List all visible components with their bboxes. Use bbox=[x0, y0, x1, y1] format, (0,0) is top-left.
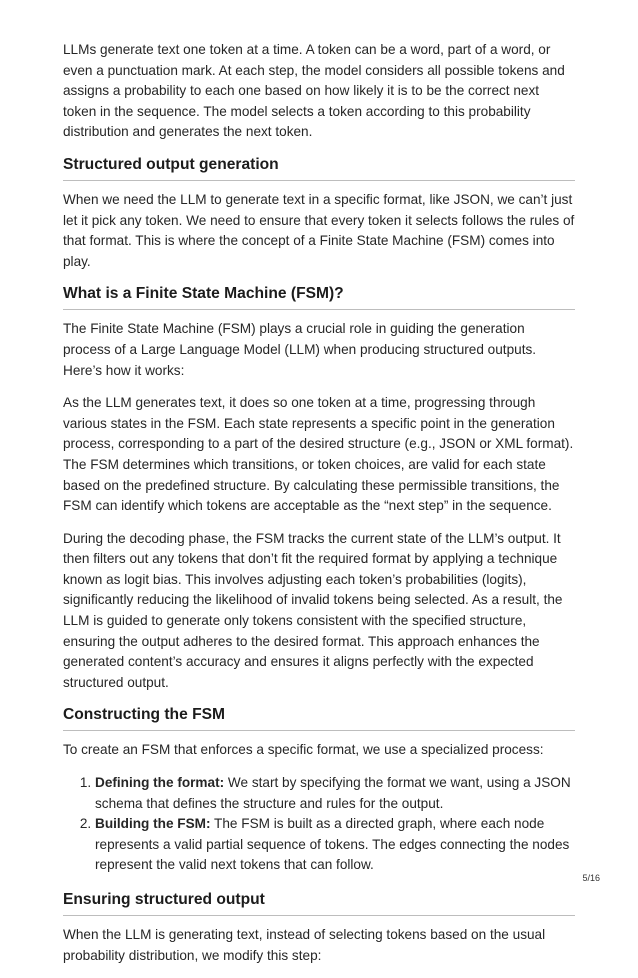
heading-fsm: What is a Finite State Machine (FSM)? bbox=[63, 284, 575, 310]
paragraph: When we need the LLM to generate text in a specific format, like JSON, we can’t just let it pick any token. We need to ensure that every token it selects follows the rules of that format. This is where the concept of a Finite State Machine (FSM) comes into play. bbox=[63, 191, 575, 269]
list-item-text: The FSM is built as a directed graph, where each node represents a valid partial sequence of tokens. The edges connecting the nodes represent the valid next tokens that can follow. bbox=[95, 816, 570, 873]
intro-paragraph: LLMs generate text one token at a time. A token can be a word, part of a word, or even a punctuation mark. At each step, the model considers all possible tokens and assigns a probability to each one based on how likely it is to be the correct next token in the sequence. The model selects a token according to this probability distribution and generates the next token. bbox=[63, 42, 565, 140]
list-item bbox=[95, 773, 575, 814]
heading-structured-output: Structured output generation bbox=[63, 155, 575, 181]
paragraph: The Finite State Machine (FSM) plays a crucial role in guiding the generation process of a Large Language Model (LLM) when producing structured outputs. Here’s how it works: bbox=[63, 321, 537, 378]
heading-constructing-fsm: Constructing the FSM bbox=[63, 705, 575, 731]
list-item bbox=[95, 814, 575, 876]
paragraph: When the LLM is generating text, instead of selecting tokens based on the usual probability distribution, we modify this step: bbox=[63, 927, 546, 963]
paragraph: To create an FSM that enforces a specific format, we use a specialized process: bbox=[63, 742, 544, 758]
heading-ensuring-output: Ensuring structured output bbox=[63, 890, 575, 916]
list-item-term: Building the FSM: bbox=[95, 816, 211, 832]
paragraph: During the decoding phase, the FSM tracks the current state of the LLM’s output. It then filters out any tokens that don’t fit the required format by applying a technique known as logit bias. This involves adjusting each token’s probabilities (logits), significantly reducing the likelihood of invalid tokens being selected. As a result, the LLM is guided to generate only tokens consistent with the specified structure, ensuring the output adheres to the desired format. This approach enhances the generated content’s accuracy and ensures it aligns perfectly with the expected structured output. bbox=[63, 530, 563, 690]
numbered-list bbox=[63, 773, 575, 876]
page-number: 5/16 bbox=[582, 873, 600, 883]
list-item-text: We start by specifying the format we want, using a JSON schema that defines the structure and rules for the output. bbox=[95, 775, 571, 811]
list-item-term: Defining the format: bbox=[95, 775, 225, 791]
document-page bbox=[63, 40, 575, 978]
paragraph: As the LLM generates text, it does so one token at a time, progressing through various states in the FSM. Each state represents a specific point in the generation process, corresponding to a part of the desired structure (e.g., JSON or XML format). The FSM determines which transitions, or token choices, are valid for each state based on the predefined structure. By calculating these permissible transitions, the FSM can identify which tokens are acceptable as the “next step” in the sequence. bbox=[63, 395, 574, 514]
